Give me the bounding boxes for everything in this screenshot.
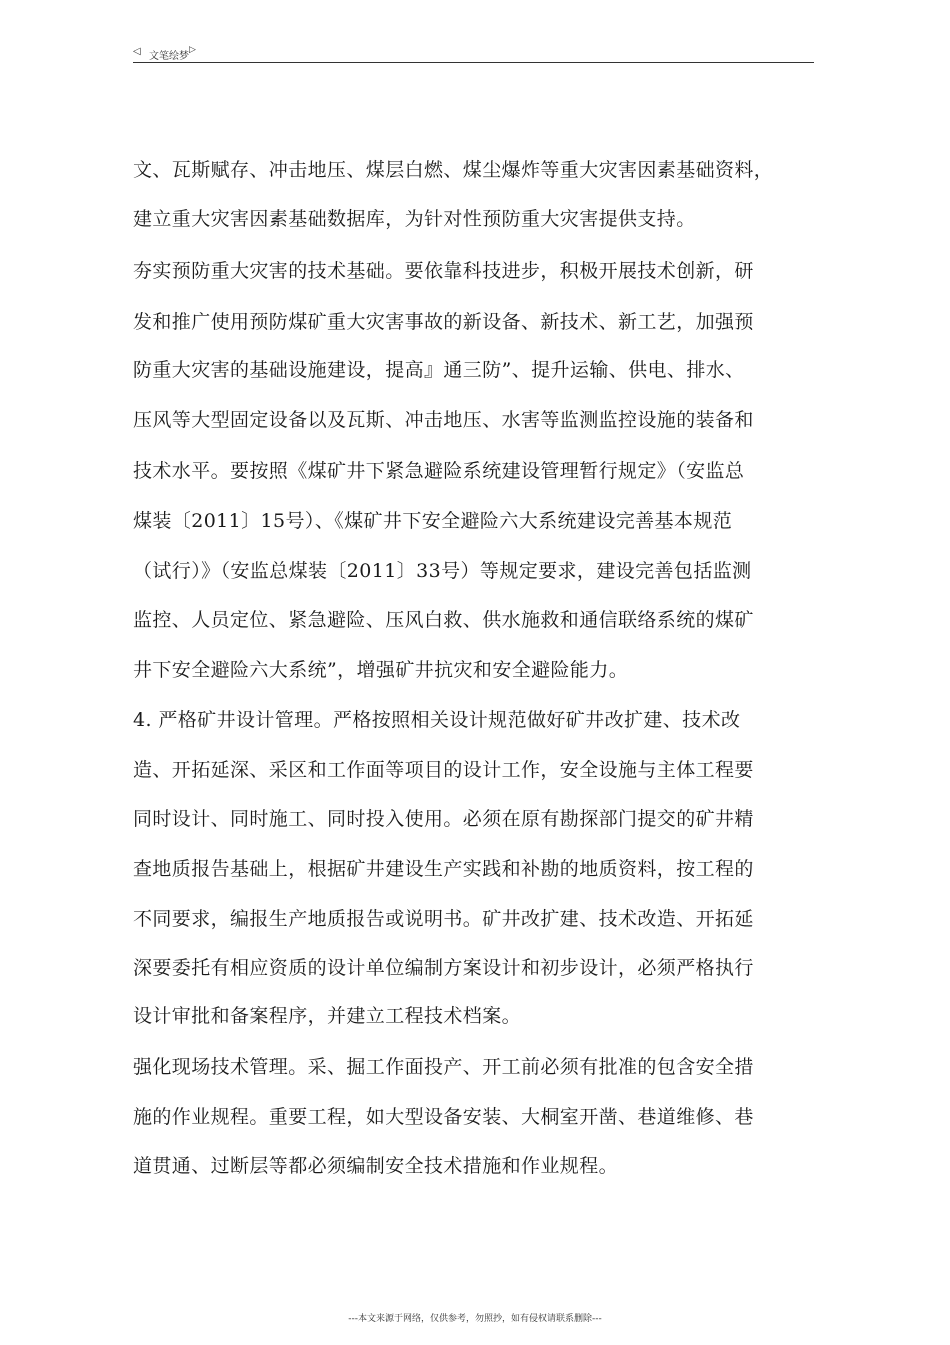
page-header [133,44,814,63]
text-line: 4. 严格矿井设计管理。严格按照相关设计规范做好矿井改扩建、技术改 [133,709,741,731]
header-title: 文笔绘梦 [149,51,189,62]
text-line: 强化现场技术管理。采、掘工作面投产、开工前必须有批准的包含安全措 [133,1056,754,1078]
text-line: 设计审批和备案程序，并建立工程技术档案。 [133,1005,522,1027]
text-line: 井下安全避险六大系统”，增强矿井抗灾和安全避险能力。 [133,659,629,681]
text-line: 文、瓦斯赋存、冲击地压、煤层白燃、煤尘爆炸等重大灾害因素基础资料， [133,159,774,181]
text-line: 监控、人员定位、紧急避险、压风白救、供水施救和通信联络系统的煤矿 [133,609,754,631]
text-line: 发和推广使用预防煤矿重大灾害事故的新设备、新技术、新工艺，加强预 [133,311,754,333]
text-line: 同时设计、同时施工、同时投入使用。必须在原有勘探部门提交的矿井精 [133,808,754,830]
text-line: 压风等大型固定设备以及瓦斯、冲击地压、水害等监测监控设施的装备和 [133,409,754,431]
text-line: 不同要求，编报生产地质报告或说明书。矿井改扩建、技术改造、开拓延 [133,908,754,930]
text-line: 查地质报告基础上，根据矿井建设生产实践和补勘的地质资料，按工程的 [133,858,754,880]
text-line: 煤装〔2011〕15号）、《煤矿井下安全避险六大系统建设完善基本规范 [133,510,733,532]
left-triangle-icon: ◁ [133,46,141,57]
page-footer: ---本文来源于网络，仅供参考，勿照抄，如有侵权请联系删除--- [348,1314,602,1324]
text-line: （试行）》（安监总煤装〔2011〕33号）等规定要求，建设完善包括监测 [133,560,752,582]
text-line: 夯实预防重大灾害的技术基础。要依靠科技进步，积极开展技术创新，研 [133,260,754,282]
text-line: 深要委托有相应资质的设计单位编制方案设计和初步设计，必须严格执行 [133,957,754,979]
text-line: 造、开拓延深、采区和工作面等项目的设计工作，安全设施与主体工程要 [133,759,754,781]
text-line: 道贯通、过断层等都必须编制安全技术措施和作业规程。 [133,1155,619,1177]
text-line: 技术水平。要按照《煤矿井下紧急避险系统建设管理暂行规定》（安监总 [133,460,745,482]
text-line: 防重大灾害的基础设施建设，提高』通三防”、提升运输、供电、排水、 [133,359,745,381]
text-line: 施的作业规程。重要工程，如大型设备安装、大桐室开凿、巷道维修、巷 [133,1106,754,1128]
text-line: 建立重大灾害因素基础数据库，为针对性预防重大灾害提供支持。 [133,208,696,230]
right-triangle-icon: ▷ [189,45,196,55]
